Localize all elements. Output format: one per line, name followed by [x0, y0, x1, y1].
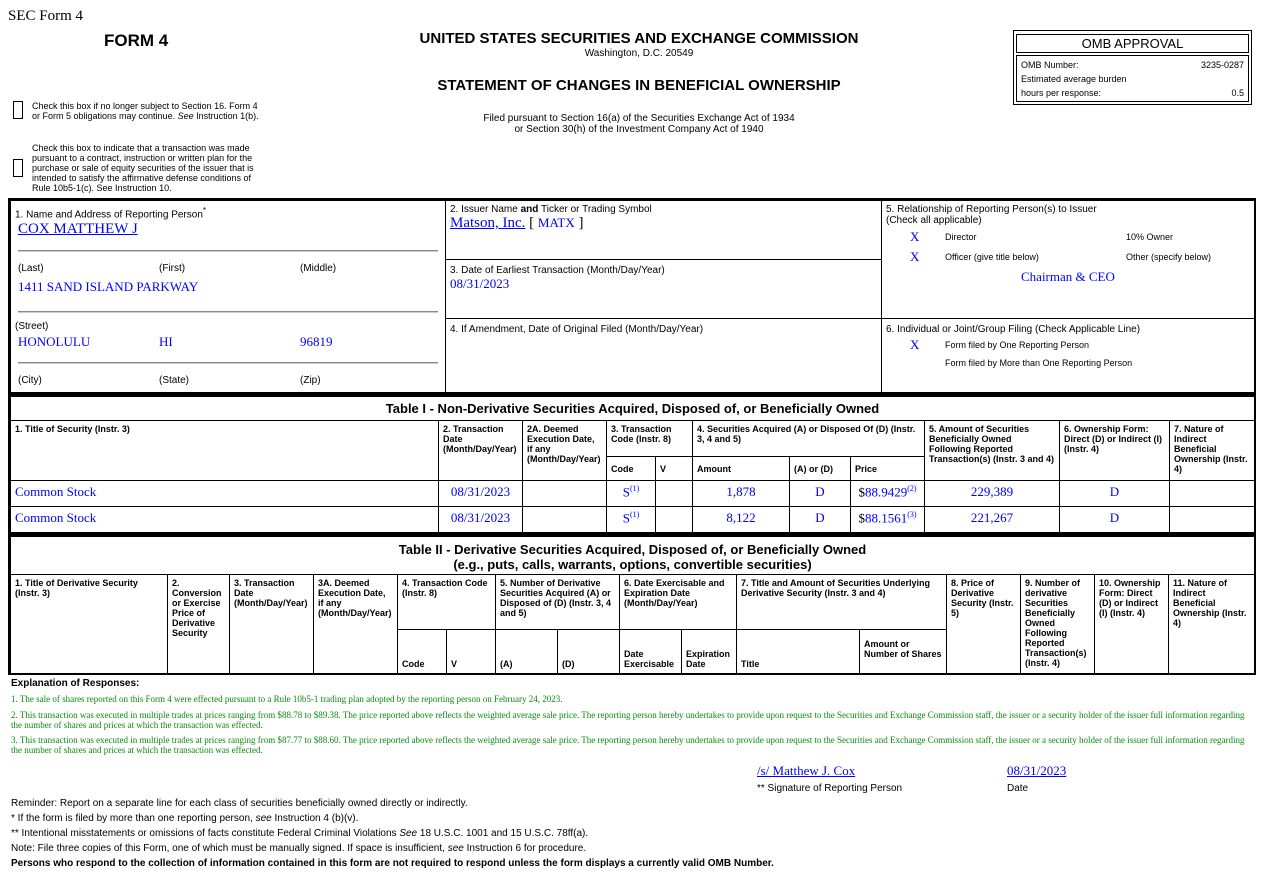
t1-row1-v: [655, 480, 693, 507]
t1-row2-price: [850, 506, 925, 533]
director-label: Director: [945, 232, 977, 242]
t1-col-code-code: Code: [606, 456, 656, 481]
explanation-note-1: 1. The sale of shares reported on this Form 4 were effected pursuant to a Rule 10b5-1 trading plan adopted by the reporting person on February 24, 2023.: [11, 694, 563, 704]
city-label: (City): [18, 375, 42, 386]
footer-line-4-a: Note: File three copies of this Form, one of which must be manually signed. If space is insufficient,: [11, 843, 445, 854]
t1-row1-price-value: 88.9429: [864, 484, 908, 500]
one-person-label: Form filed by One Reporting Person: [945, 340, 1090, 350]
other-label: Other (specify below): [1126, 252, 1212, 262]
officer-mark: X: [910, 249, 920, 264]
dollar-sign: $: [858, 510, 865, 526]
t2-col-code: 4. Transaction Code (Instr. 8): [397, 574, 496, 630]
explanation-title: Explanation of Responses:: [11, 678, 140, 689]
checkbox1-text: [32, 101, 259, 121]
filing-type-box: [881, 318, 1255, 393]
t2-col-expiration: Expiration Date: [681, 629, 737, 674]
t1-col-nature: 7. Nature of Indirect Beneficial Ownership (Instr. 4): [1169, 420, 1255, 481]
footer-line-4: [11, 843, 586, 854]
earliest-transaction-box: [445, 259, 882, 319]
box1-star: *: [202, 206, 207, 215]
agency-name: UNITED STATES SECURITIES AND EXCHANGE COMMISSION: [419, 30, 859, 47]
t2-col-underlying-amount: Amount or Number of Shares: [859, 629, 947, 674]
t1-row1-price: [850, 480, 925, 507]
earliest-transaction-date: 08/31/2023: [450, 276, 510, 291]
box2-label-and: and: [520, 204, 539, 215]
issuer-box: [445, 200, 882, 260]
t2-col-conversion: 2. Conversion or Exercise Price of Derivative Security: [167, 574, 230, 674]
t2-col-deemed: 3A. Deemed Execution Date, if any (Month/Day/Year): [313, 574, 398, 674]
checkbox1-line-b: or Form 5 obligations may continue.: [32, 111, 176, 121]
t1-row1-form: D: [1059, 480, 1170, 507]
t1-col-title: 1. Title of Security (Instr. 3): [10, 420, 439, 481]
street-value: 1411 SAND ISLAND PARKWAY: [18, 279, 199, 294]
t1-row1-amount: 1,878: [692, 480, 790, 507]
zip-label: (Zip): [300, 375, 321, 386]
t1-row2-nature: [1169, 506, 1255, 533]
t1-row2-form: D: [1059, 506, 1170, 533]
signature-label: ** Signature of Reporting Person: [757, 783, 903, 794]
reporting-person-box: [10, 200, 446, 393]
t1-row2-ad: D: [789, 506, 851, 533]
director-mark: X: [910, 229, 920, 244]
footer-omb-notice: Persons who respond to the collection of information contained in this form are not required to respond unless the form displays a currently valid OMB Number.: [11, 858, 774, 869]
issuer-name-link[interactable]: Matson, Inc.: [450, 215, 526, 231]
form-title: FORM 4: [104, 31, 169, 50]
footer-line-2-a: * If the form is filed by more than one reporting person,: [11, 813, 253, 824]
table-2-title-b: (e.g., puts, calls, warrants, options, convertible securities): [453, 557, 812, 572]
t2-col-underlying-title: Title: [736, 629, 860, 674]
t1-row2-deemed: [522, 506, 607, 533]
checkbox2-line: intended to satisfy the affirmative defense conditions of: [32, 173, 251, 183]
agency-city: Washington, D.C. 20549: [584, 48, 694, 59]
t2-col-owned: 9. Number of derivative Securities Beneficially Owned Following Reported Transaction(s) (Instr. 4): [1020, 574, 1095, 674]
signature-date: 08/31/2023: [1007, 763, 1067, 778]
t1-col-acquired: 4. Securities Acquired (A) or Disposed Of (D) (Instr. 3, 4 and 5): [692, 420, 925, 457]
ten-pct-owner-label: 10% Owner: [1126, 232, 1174, 242]
omb-hours: 0.5: [1231, 88, 1244, 98]
ticker-symbol: MATX: [537, 215, 575, 230]
box5-label-b: (Check all applicable): [886, 215, 982, 226]
t1-col-date: 2. Transaction Date (Month/Day/Year): [438, 420, 523, 481]
t1-row1-deemed: [522, 480, 607, 507]
t1-row2-code-value: S: [622, 510, 630, 526]
t1-row1-code: [606, 480, 656, 507]
t2-col-date-exercisable: Date Exercisable: [619, 629, 682, 674]
table-2-title: [10, 536, 1255, 575]
table-1-title: Table I - Non-Derivative Securities Acquired, Disposed of, or Beneficially Owned: [10, 396, 1255, 421]
box3-label: 3. Date of Earliest Transaction (Month/Day/Year): [450, 265, 665, 276]
t2-col-underlying: 7. Title and Amount of Securities Underlying Derivative Security (Instr. 3 and 4): [736, 574, 947, 630]
page-title: SEC Form 4: [8, 8, 84, 24]
officer-title: Chairman & CEO: [1021, 269, 1115, 284]
zip-value: 96819: [300, 334, 333, 349]
box2-label: [450, 204, 652, 215]
omb-number: 3235-0287: [1200, 60, 1244, 70]
footer-line-4-see: see: [447, 843, 464, 854]
t1-col-deemed: 2A. Deemed Execution Date, if any (Month/Day/Year): [522, 420, 607, 481]
state-label: (State): [159, 375, 190, 386]
t1-row1-code-value: S: [622, 484, 630, 500]
box5-label-a: 5. Relationship of Reporting Person(s) to Issuer: [886, 204, 1097, 215]
signature-date-label: Date: [1007, 783, 1029, 794]
box1-label: 1. Name and Address of Reporting Person: [15, 209, 203, 221]
filed-pursuant-2: or Section 30(h) of the Investment Company Act of 1940: [514, 124, 764, 135]
omb-approval-box: [1013, 30, 1252, 105]
t2-col-title: 1. Title of Derivative Security (Instr. 3): [10, 574, 168, 674]
t2-col-exercisable: 6. Date Exercisable and Expiration Date (Month/Day/Year): [619, 574, 737, 630]
footer-line-2-see: see: [255, 813, 272, 824]
checkbox2-text: [32, 143, 254, 193]
middle-label: (Middle): [300, 263, 337, 274]
bracket-open: [: [529, 215, 535, 231]
divider: [18, 311, 438, 313]
omb-burden-label: Estimated average burden: [1021, 74, 1127, 84]
box2-label-a: 2. Issuer Name: [450, 204, 518, 215]
t1-row2-code: [606, 506, 656, 533]
explanation-note-3: 3. This transaction was executed in multiple trades at prices ranging from $87.77 to $88.60. The price reported above reflects the weighted average sale price. The reporting person hereby undertakes to provide upon request to the Securities and Exchange Commission staff, the issuer or a security holder of the issuer full information regarding the number of shares and prices at which the transaction was effected.: [11, 735, 1245, 755]
one-person-mark: X: [910, 337, 920, 352]
checkbox2-line: Check this box to indicate that a transaction was made: [32, 143, 250, 153]
checkbox2-line: purchase or sale of equity securities of the issuer that is: [32, 163, 254, 173]
t1-row2-title: Common Stock: [10, 506, 439, 533]
t1-row2-owned: 221,267: [924, 506, 1060, 533]
t1-col-ad: (A) or (D): [789, 456, 851, 481]
t1-row2-v: [655, 506, 693, 533]
t1-col-amount: Amount: [692, 456, 790, 481]
statement-title: STATEMENT OF CHANGES IN BENEFICIAL OWNERSHIP: [437, 77, 841, 94]
footer-line-2-b: Instruction 4 (b)(v).: [274, 813, 359, 824]
omb-title: OMB APPROVAL: [1016, 34, 1249, 53]
t2-col-price: 8. Price of Derivative Security (Instr. 5): [946, 574, 1021, 674]
amendment-box: [445, 318, 882, 393]
t1-col-form: 6. Ownership Form: Direct (D) or Indirect (I) (Instr. 4): [1059, 420, 1170, 481]
t1-row1-date: 08/31/2023: [438, 480, 523, 507]
box4-label: 4. If Amendment, Date of Original Filed (Month/Day/Year): [450, 324, 704, 335]
checkbox2-line: Rule 10b5-1(c). See Instruction 10.: [32, 183, 172, 193]
t2-col-d: (D): [557, 629, 620, 674]
t1-row2-amount: 8,122: [692, 506, 790, 533]
t2-col-date: 3. Transaction Date (Month/Day/Year): [229, 574, 314, 674]
t1-col-code-v: V: [655, 456, 693, 481]
explanation-note-2: 2. This transaction was executed in multiple trades at prices ranging from $88.78 to $89.38. The price reported above reflects the weighted average sale price. The reporting person hereby undertakes to provide upon request to the Securities and Exchange Commission staff, the issuer or a security holder of the issuer full information regarding the number of shares and prices at which the transaction was effected.: [11, 710, 1245, 730]
box2-label-b: Ticker or Trading Symbol: [540, 204, 652, 215]
street-label: (Street): [15, 321, 49, 332]
more-persons-label: Form filed by More than One Reporting Person: [945, 358, 1133, 368]
checkbox1-see: See: [177, 111, 194, 121]
city-value: HONOLULU: [18, 334, 91, 349]
footer-line-3-see: See: [399, 828, 418, 839]
t1-col-owned: 5. Amount of Securities Beneficially Owned Following Reported Transaction(s) (Instr. 3 and 4): [924, 420, 1060, 481]
footer-line-4-b: Instruction 6 for procedure.: [466, 843, 587, 854]
footnote-ref[interactable]: (1): [629, 484, 640, 493]
t2-col-a: (A): [495, 629, 558, 674]
t2-col-nature: 11. Nature of Indirect Beneficial Ownership (Instr. 4): [1168, 574, 1255, 674]
t1-row1-title: Common Stock: [10, 480, 439, 507]
footnote-ref[interactable]: (1): [629, 510, 640, 519]
omb-details: [1016, 55, 1249, 102]
state-value: HI: [159, 334, 173, 349]
footer-line-3-b: 18 U.S.C. 1001 and 15 U.S.C. 78ff(a).: [419, 828, 589, 839]
footer-reminder: Reminder: Report on a separate line for each class of securities beneficially owned directly or indirectly.: [11, 798, 468, 809]
t2-col-form: 10. Ownership Form: Direct (D) or Indirect (I) (Instr. 4): [1094, 574, 1169, 674]
omb-hours-label: hours per response:: [1021, 88, 1102, 98]
signature-name: /s/ Matthew J. Cox: [757, 763, 856, 778]
issuer-line: [450, 215, 584, 232]
dollar-sign: $: [858, 484, 865, 500]
box6-label: 6. Individual or Joint/Group Filing (Check Applicable Line): [886, 324, 1141, 335]
checkbox1-line-c: Instruction 1(b).: [196, 111, 259, 121]
divider: [18, 250, 438, 252]
footnote-ref[interactable]: (3): [907, 510, 917, 519]
divider: [18, 362, 438, 364]
last-label: (Last): [18, 263, 44, 274]
t1-row2-price-value: 88.1561: [864, 510, 908, 526]
filed-pursuant-1: Filed pursuant to Section 16(a) of the Securities Exchange Act of 1934: [483, 113, 795, 124]
checkbox1-line-a: Check this box if no longer subject to Section 16. Form 4: [32, 101, 258, 111]
relationship-box: [881, 200, 1255, 319]
t1-row1-ad: D: [789, 480, 851, 507]
bracket-close: ]: [578, 215, 584, 231]
officer-label: Officer (give title below): [945, 252, 1039, 262]
t2-col-number: 5. Number of Derivative Securities Acquired (A) or Disposed of (D) (Instr. 3, 4 and 5): [495, 574, 620, 630]
checkbox2-line: pursuant to a contract, instruction or written plan for the: [32, 153, 253, 163]
table-2-title-a: Table II - Derivative Securities Acquired, Disposed of, or Beneficially Owned: [398, 542, 867, 557]
t1-row2-date: 08/31/2023: [438, 506, 523, 533]
footer-line-3-a: ** Intentional misstatements or omissions of facts constitute Federal Criminal Violations: [11, 828, 397, 839]
omb-number-label: OMB Number:: [1021, 60, 1079, 70]
footnote-ref[interactable]: (2): [907, 484, 917, 493]
t1-row1-owned: 229,389: [924, 480, 1060, 507]
footer-line-3: [11, 828, 588, 839]
t1-row1-nature: [1169, 480, 1255, 507]
t2-col-code-code: Code: [397, 629, 447, 674]
no-longer-subject-checkbox[interactable]: [13, 101, 23, 119]
t1-col-price: Price: [850, 456, 925, 481]
t2-col-code-v: V: [446, 629, 496, 674]
reporting-person-name[interactable]: COX MATTHEW J: [18, 221, 138, 237]
footer-line-2: [11, 813, 358, 824]
t1-col-code: 3. Transaction Code (Instr. 8): [606, 420, 693, 457]
rule-10b5-checkbox[interactable]: [13, 159, 23, 177]
first-label: (First): [159, 263, 186, 274]
